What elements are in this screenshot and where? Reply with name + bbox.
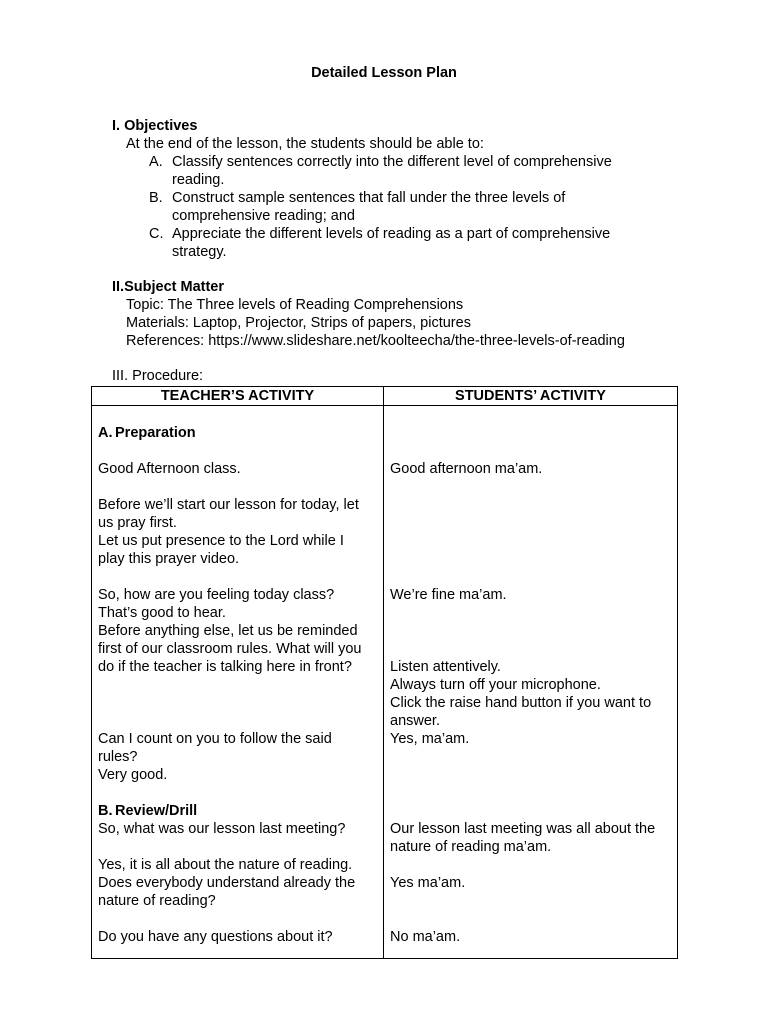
- student-line: Yes ma’am.: [390, 875, 466, 891]
- review-heading: B. Review/Drill: [98, 803, 198, 819]
- table-header-row: [92, 387, 678, 406]
- teacher-line: Let us put presence to the Lord while I: [98, 533, 344, 549]
- teacher-line: Can I count on you to follow the said: [98, 731, 332, 747]
- procedure-table: [91, 386, 678, 959]
- objective-text: Appreciate the different levels of reading as a part of comprehensive: [172, 226, 611, 242]
- teacher-line: play this prayer video.: [98, 551, 240, 567]
- teacher-line: Before anything else, let us be reminded: [98, 623, 358, 639]
- objective-text: Construct sample sentences that fall under the three levels of: [172, 190, 566, 206]
- objective-text: strategy.: [172, 244, 227, 260]
- objective-text: Classify sentences correctly into the different level of comprehensive: [172, 154, 612, 170]
- students-activity-header: STUDENTS’ ACTIVITY: [384, 387, 678, 406]
- student-line: answer.: [390, 713, 440, 729]
- student-line: Click the raise hand button if you want to: [390, 695, 652, 711]
- student-line: nature of reading ma’am.: [390, 839, 552, 855]
- student-line: Listen attentively.: [390, 659, 501, 675]
- page-title: Detailed Lesson Plan: [311, 65, 457, 81]
- teacher-line: That’s good to hear.: [98, 605, 226, 621]
- teacher-line: Yes, it is all about the nature of reading.: [98, 857, 353, 873]
- teacher-line: Do you have any questions about it?: [98, 929, 333, 945]
- table-row: [92, 406, 678, 959]
- objective-item: [112, 225, 712, 261]
- objectives-intro: At the end of the lesson, the students should be able to:: [126, 136, 484, 152]
- teacher-line: rules?: [98, 749, 138, 765]
- objective-letter: C.: [149, 226, 164, 242]
- students-activity-cell: [384, 406, 678, 959]
- teacher-line: us pray first.: [98, 515, 177, 531]
- objectives-list: [112, 153, 712, 261]
- student-line: Good afternoon ma’am.: [390, 461, 543, 477]
- student-line: Our lesson last meeting was all about the: [390, 821, 656, 837]
- objective-text: comprehensive reading; and: [172, 208, 355, 224]
- subject-matter-section: [112, 278, 712, 350]
- objective-text: reading.: [172, 172, 225, 188]
- student-line: Always turn off your microphone.: [390, 677, 601, 693]
- objective-letter: A.: [149, 154, 163, 170]
- objective-item: [112, 189, 712, 225]
- teacher-line: first of our classroom rules. What will you: [98, 641, 362, 657]
- preparation-heading: A. Preparation: [98, 425, 196, 441]
- subject-matter-heading: II.Subject Matter: [112, 279, 224, 295]
- student-line: No ma’am.: [390, 929, 461, 945]
- objective-item: [112, 153, 712, 189]
- objective-letter: B.: [149, 190, 163, 206]
- teacher-line: Before we’ll start our lesson for today, let: [98, 497, 359, 513]
- procedure-heading: III. Procedure:: [112, 368, 204, 384]
- subject-materials: Materials: Laptop, Projector, Strips of papers, pictures: [126, 315, 471, 331]
- subject-references: References: https://www.slideshare.net/koolteecha/the-three-levels-of-reading: [126, 333, 625, 349]
- objectives-section: [112, 117, 712, 261]
- teacher-line: Very good.: [98, 767, 168, 783]
- objectives-heading: I. Objectives: [112, 118, 198, 134]
- teacher-activity-cell: [92, 406, 384, 959]
- teacher-line: nature of reading?: [98, 893, 216, 909]
- teacher-line: So, what was our lesson last meeting?: [98, 821, 346, 837]
- teacher-line: Good Afternoon class.: [98, 461, 241, 477]
- teacher-line: Does everybody understand already the: [98, 875, 356, 891]
- teacher-line: do if the teacher is talking here in front?: [98, 659, 352, 675]
- student-line: We’re fine ma’am.: [390, 587, 507, 603]
- subject-topic: Topic: The Three levels of Reading Comprehensions: [126, 297, 464, 313]
- teacher-activity-header: TEACHER’S ACTIVITY: [92, 387, 384, 406]
- student-line: Yes, ma’am.: [390, 731, 470, 747]
- teacher-line: So, how are you feeling today class?: [98, 587, 335, 603]
